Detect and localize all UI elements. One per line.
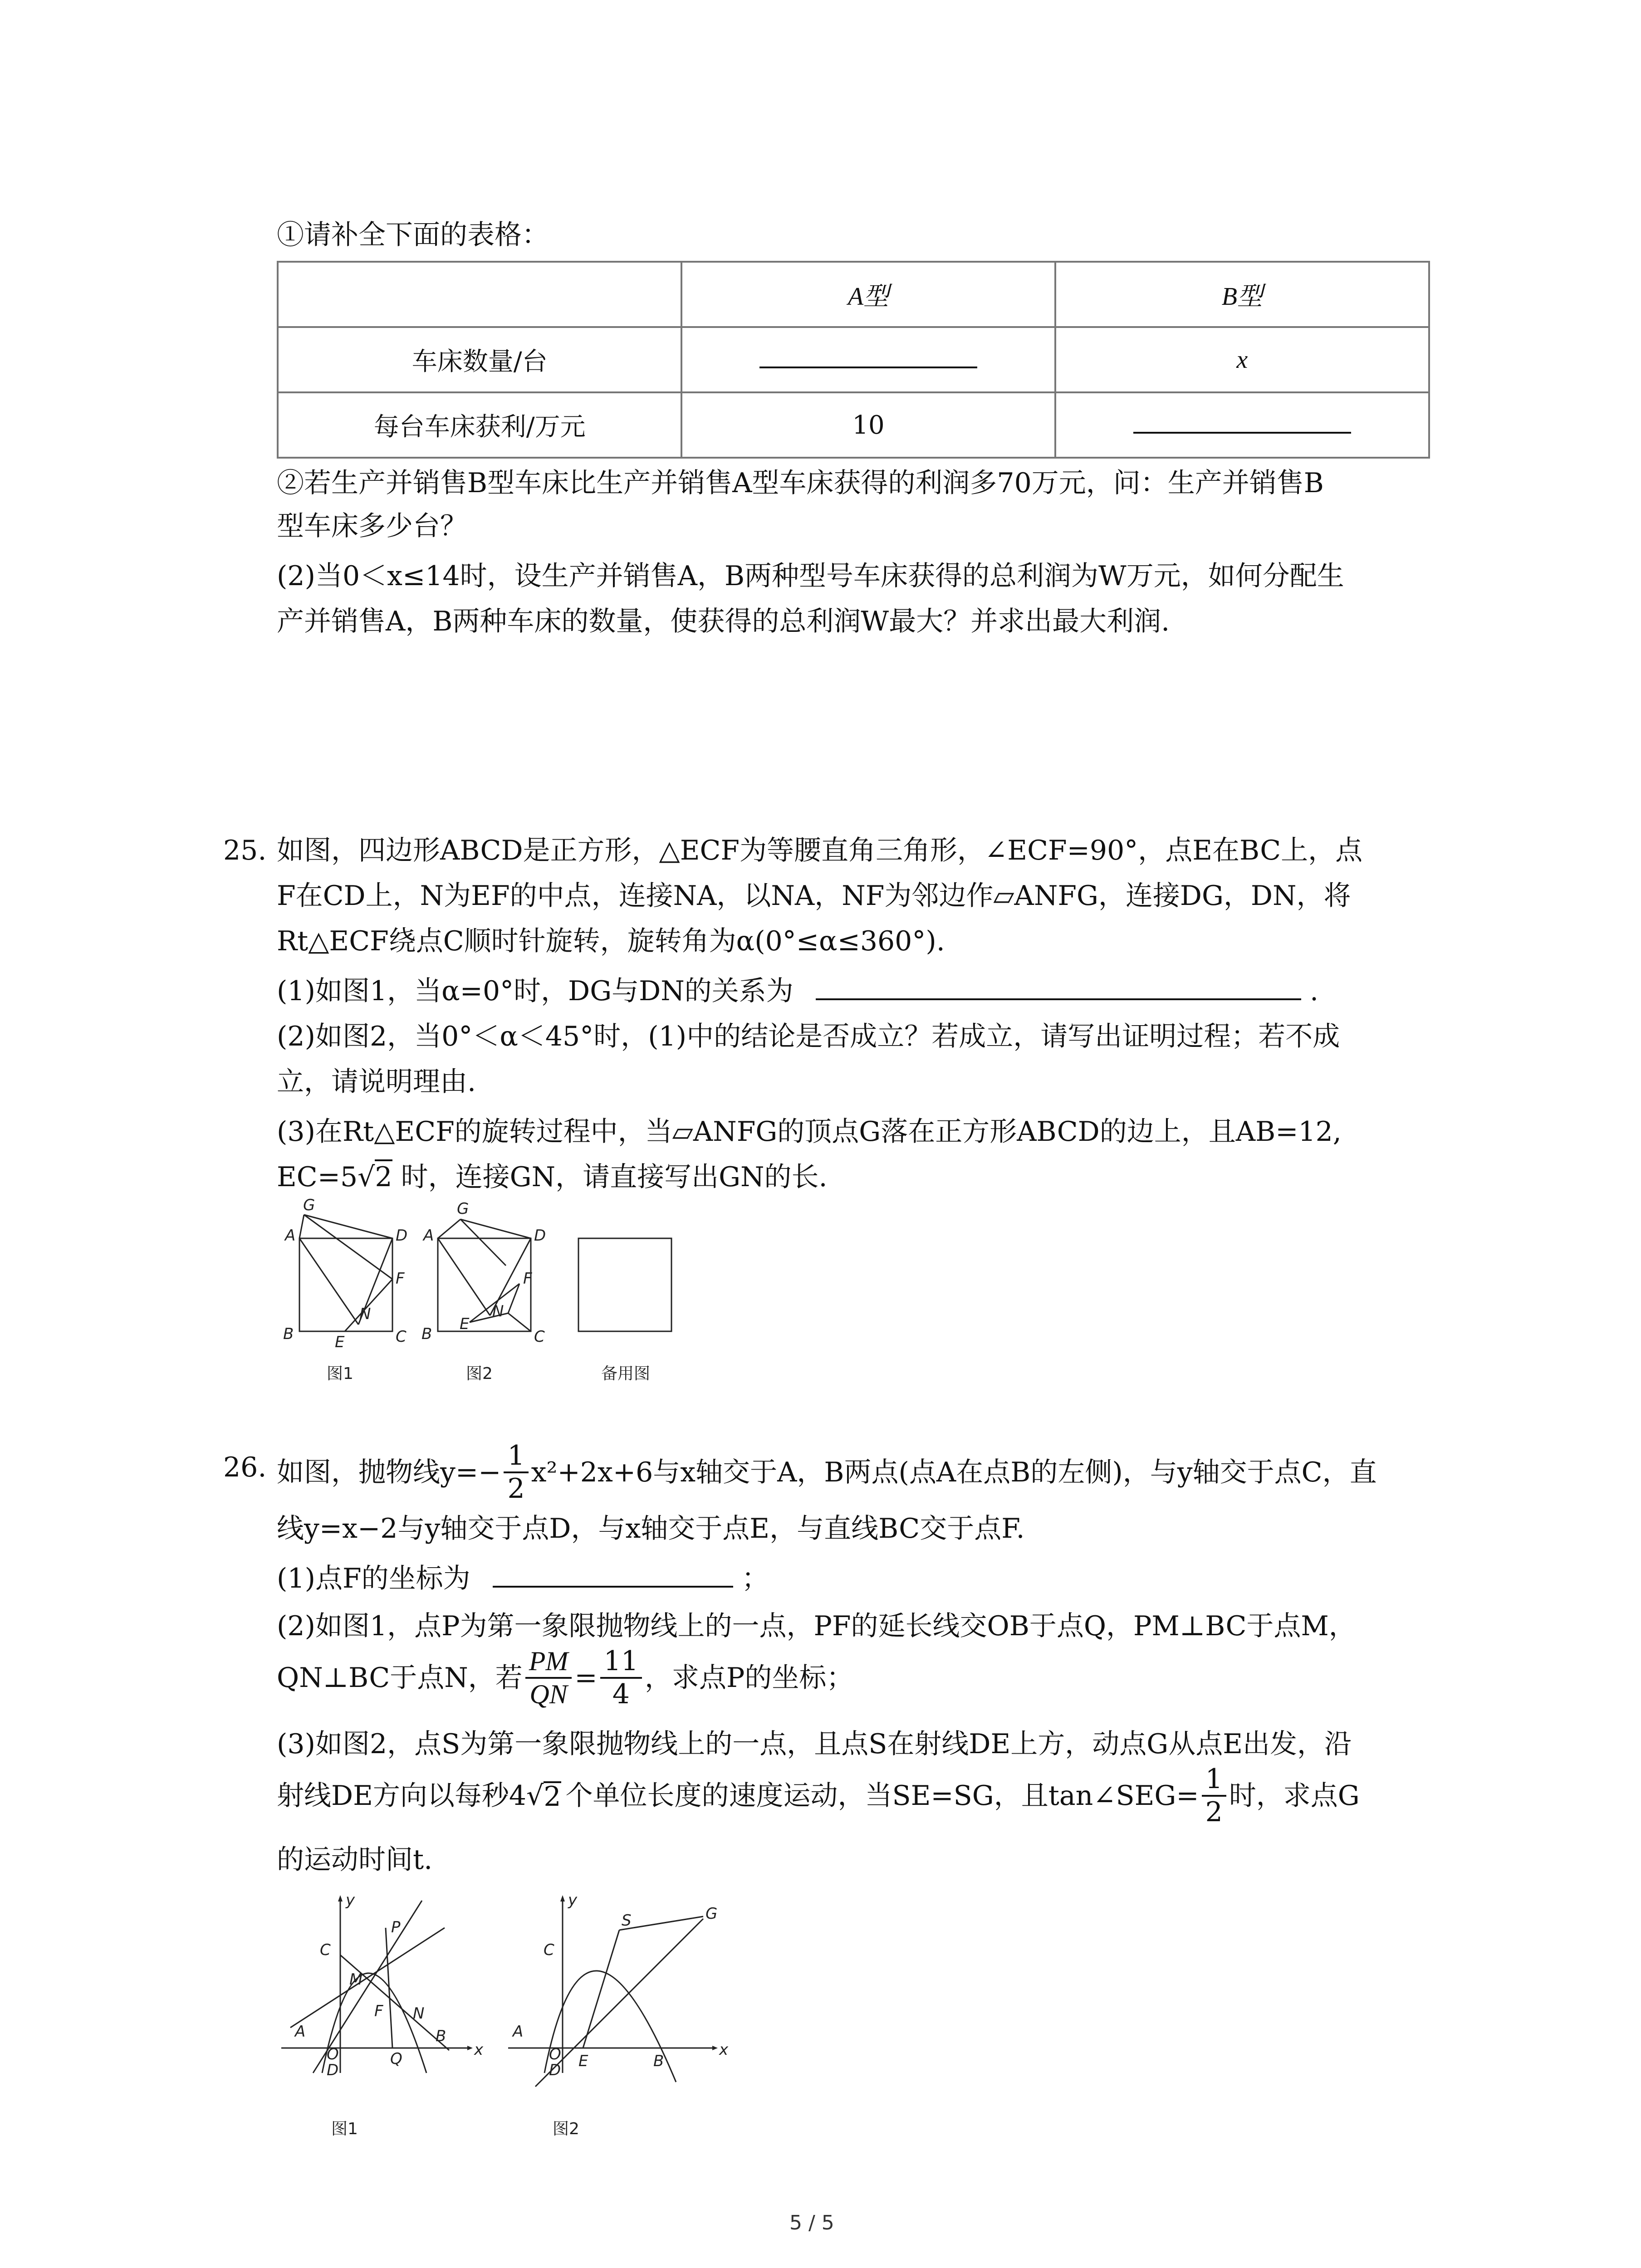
answer-blank (1133, 430, 1351, 434)
point-label: N (492, 1302, 504, 1320)
point-label: D (549, 2061, 561, 2079)
q25-line1: 如图，四边形ABCD是正方形，△ECF为等腰直角三角形，∠ECF=90°，点E在BC上，点 (277, 835, 1363, 866)
q24-part3-line1: (2)当0＜x≤14时，设生产并销售A，B两种型号车床获得的总利润为W万元，如何分配生 (277, 560, 1344, 592)
fraction-denominator: 2 (507, 1473, 525, 1505)
q25-line2: F在CD上，N为EF的中点，连接NA，以NA，NF为邻边作▱ANFG，连接DG，DN，将 (277, 880, 1351, 912)
q25-part3-line2 (277, 1163, 828, 1191)
segment-sg (619, 1916, 703, 1930)
table-row-label: 车床数量/台 (278, 327, 681, 392)
table-cell-blank (681, 327, 1055, 392)
segment-ag (438, 1219, 460, 1238)
point-label: G (705, 1905, 718, 1923)
fraction-denominator: QN (529, 1679, 568, 1709)
y-axis-arrow (560, 1895, 565, 1901)
fraction (504, 1440, 528, 1505)
point-label: O (549, 2045, 561, 2063)
equals-sign: = (574, 1662, 598, 1694)
fraction (525, 1646, 572, 1710)
q25-line3: Rt△ECF绕点C顺时针旋转，旋转角为α(0°≤α≤360°). (277, 925, 945, 957)
table-row (278, 392, 1429, 458)
q25-part2-line2: 立，请说明理由. (277, 1066, 476, 1098)
q25-figure-1 (277, 1198, 413, 1388)
point-label: B (653, 2052, 664, 2070)
q26-part2-line2 (277, 1646, 853, 1710)
fraction-numerator: PM (525, 1646, 572, 1679)
segment-an (299, 1238, 358, 1325)
point-label: y (568, 1891, 578, 1909)
table-row-label: 每台车床获利/万元 (278, 392, 681, 458)
q26-line1 (277, 1440, 1377, 1505)
point-label: N (413, 2004, 425, 2023)
table-cell-blank (1055, 392, 1429, 458)
x-axis-arrow (467, 2046, 473, 2050)
q26-part3-line3: 的运动时间t. (277, 1844, 433, 1876)
point-label: B (283, 1325, 294, 1343)
q26-part3-text-c: 时，求点G (1229, 1780, 1360, 1812)
point-label: P (391, 1918, 401, 1936)
line-cb (340, 1955, 449, 2050)
point-label: x (474, 2041, 484, 2059)
q25-figure-spare (556, 1198, 692, 1388)
point-label: M (349, 1970, 363, 1989)
point-label: G (303, 1196, 315, 1214)
square-abcd (578, 1238, 671, 1331)
point-label: N (359, 1305, 371, 1323)
point-label: G (457, 1200, 469, 1218)
fraction-denominator: 2 (1205, 1796, 1223, 1828)
segment-se (583, 1930, 619, 2048)
table-row (278, 262, 1429, 327)
q26-part1 (277, 1565, 769, 1592)
sqrt-arg: 2 (544, 1781, 561, 1813)
segment-ag (299, 1215, 304, 1238)
q26-line1-b: x²+2x+6与x轴交于A，B两点(点A在点B的左侧)，与y轴交于点C，直 (531, 1457, 1377, 1488)
q25-part2-line1: (2)如图2，当0°＜α＜45°时，(1)中的结论是否成立？若成立，请写出证明过程；若不成 (277, 1021, 1340, 1052)
q25-figure-2 (415, 1198, 551, 1388)
q26-part3-line2 (277, 1764, 1360, 1828)
q26-part2-text-a: QN⊥BC于点N，若 (277, 1662, 523, 1694)
point-label: A (423, 1227, 434, 1245)
figure-caption: 图2 (466, 1364, 493, 1383)
point-label: C (320, 1941, 331, 1959)
square-abcd (299, 1238, 392, 1331)
figure-caption: 备用图 (601, 1364, 651, 1383)
point-label: E (578, 2052, 588, 2070)
segment-gd (460, 1219, 531, 1238)
table-header-a: A型 (681, 262, 1055, 327)
q26-part2-line1: (2)如图1，点P为第一象限抛物线上的一点，PF的延长线交OB于点Q，PM⊥BC于点M， (277, 1610, 1356, 1642)
point-label: B (436, 2027, 446, 2045)
point-label: E (460, 1315, 470, 1333)
q25-part1-end: . (1309, 975, 1319, 1007)
sqrt-symbol: √ (526, 1780, 544, 1812)
point-label: F (523, 1270, 532, 1288)
point-label: E (335, 1333, 345, 1351)
page-number: 5 / 5 (789, 2211, 834, 2234)
table-header-blank (278, 262, 681, 327)
q25-part1 (277, 975, 1319, 1007)
q24-part2-line2: 型车床多少台？ (277, 510, 467, 542)
point-label: Q (390, 2050, 402, 2068)
segment-pq (386, 1928, 392, 2048)
q26-part3-line1: (3)如图2，点S为第一象限抛物线上的一点，且点S在射线DE上方，动点G从点E出发，沿 (277, 1728, 1352, 1760)
answer-blank (759, 365, 977, 368)
fraction (600, 1646, 642, 1710)
point-label: x (719, 2041, 729, 2059)
point-label: C (534, 1328, 545, 1346)
q24-part3-line2: 产并销售A，B两种车床的数量，使获得的总利润W最大？并求出最大利润. (277, 606, 1170, 637)
point-label: O (327, 2045, 339, 2063)
point-label: D (327, 2061, 339, 2079)
q25-part3-text-b: 时，连接GN，请直接写出GN的长. (401, 1161, 828, 1193)
q24-table (277, 261, 1430, 459)
q24-part2-line1: ②若生产并销售B型车床比生产并销售A型车床获得的利润多70万元，问：生产并销售B (277, 467, 1324, 499)
q26-figure-2 (499, 1892, 753, 2141)
q25-number: 25. (223, 835, 267, 866)
sqrt-arg: 2 (375, 1159, 392, 1193)
figure-caption: 图2 (553, 2120, 579, 2138)
q24-part1-prompt: ①请补全下面的表格： (277, 219, 549, 251)
segment-gd (304, 1215, 392, 1238)
q26-figure-1 (272, 1892, 485, 2141)
segment-an (438, 1238, 490, 1315)
point-label: D (396, 1227, 408, 1245)
q26-number: 26. (223, 1452, 267, 1483)
point-label: F (374, 2002, 383, 2020)
segment-gf (460, 1219, 506, 1266)
point-label: F (396, 1270, 405, 1288)
point-label: A (285, 1227, 296, 1245)
figure-caption: 图1 (327, 1364, 353, 1383)
q26-line2: 线y=x−2与y轴交于点D，与x轴交于点E，与直线BC交于点F. (277, 1513, 1025, 1545)
point-label: C (396, 1328, 407, 1346)
table-cell: x (1055, 327, 1429, 392)
q26-part3-text-a: 射线DE方向以每秒4 (277, 1780, 527, 1812)
point-label: S (622, 1911, 632, 1930)
table-row (278, 327, 1429, 392)
figure-caption: 图1 (331, 2120, 358, 2138)
q26-line1-a: 如图，抛物线y=− (277, 1457, 501, 1488)
q25-part3-text-a: EC=5 (277, 1161, 358, 1193)
q25-part1-text: (1)如图1，当α=0°时，DG与DN的关系为 (277, 975, 794, 1007)
q26-part1-text: (1)点F的坐标为 (277, 1563, 470, 1594)
segment-c (508, 1313, 531, 1331)
point-label: y (346, 1891, 355, 1909)
q25-part3-line1: (3)在Rt△ECF的旋转过程中，当▱ANFG的顶点G落在正方形ABCD的边上，且AB=12, (277, 1116, 1342, 1148)
q26-part3-text-b: 个单位长度的速度运动，当SE=SG，且tan∠SEG= (565, 1780, 1199, 1812)
q26-part2-text-b: ，求点P的坐标； (645, 1662, 854, 1694)
fraction-numerator: 11 (600, 1646, 642, 1679)
point-label: C (544, 1941, 554, 1959)
point-label: B (421, 1325, 432, 1343)
segment-gf (304, 1215, 392, 1279)
x-axis-arrow (712, 2046, 718, 2050)
sqrt-symbol: √ (358, 1161, 375, 1193)
table-header-b: B型 (1055, 262, 1429, 327)
table-cell: 10 (681, 392, 1055, 458)
q26-part1-end: ； (741, 1563, 769, 1594)
point-label: D (534, 1227, 546, 1245)
fraction (1202, 1764, 1226, 1828)
y-axis-arrow (338, 1895, 343, 1901)
point-label: A (295, 2023, 306, 2041)
square-abcd (438, 1238, 531, 1331)
fraction-numerator: 1 (1202, 1764, 1226, 1797)
fraction-numerator: 1 (504, 1440, 528, 1473)
answer-blank (816, 997, 1301, 1000)
point-label: A (513, 2023, 524, 2041)
answer-blank (493, 1584, 733, 1588)
fraction-denominator: 4 (612, 1678, 630, 1710)
